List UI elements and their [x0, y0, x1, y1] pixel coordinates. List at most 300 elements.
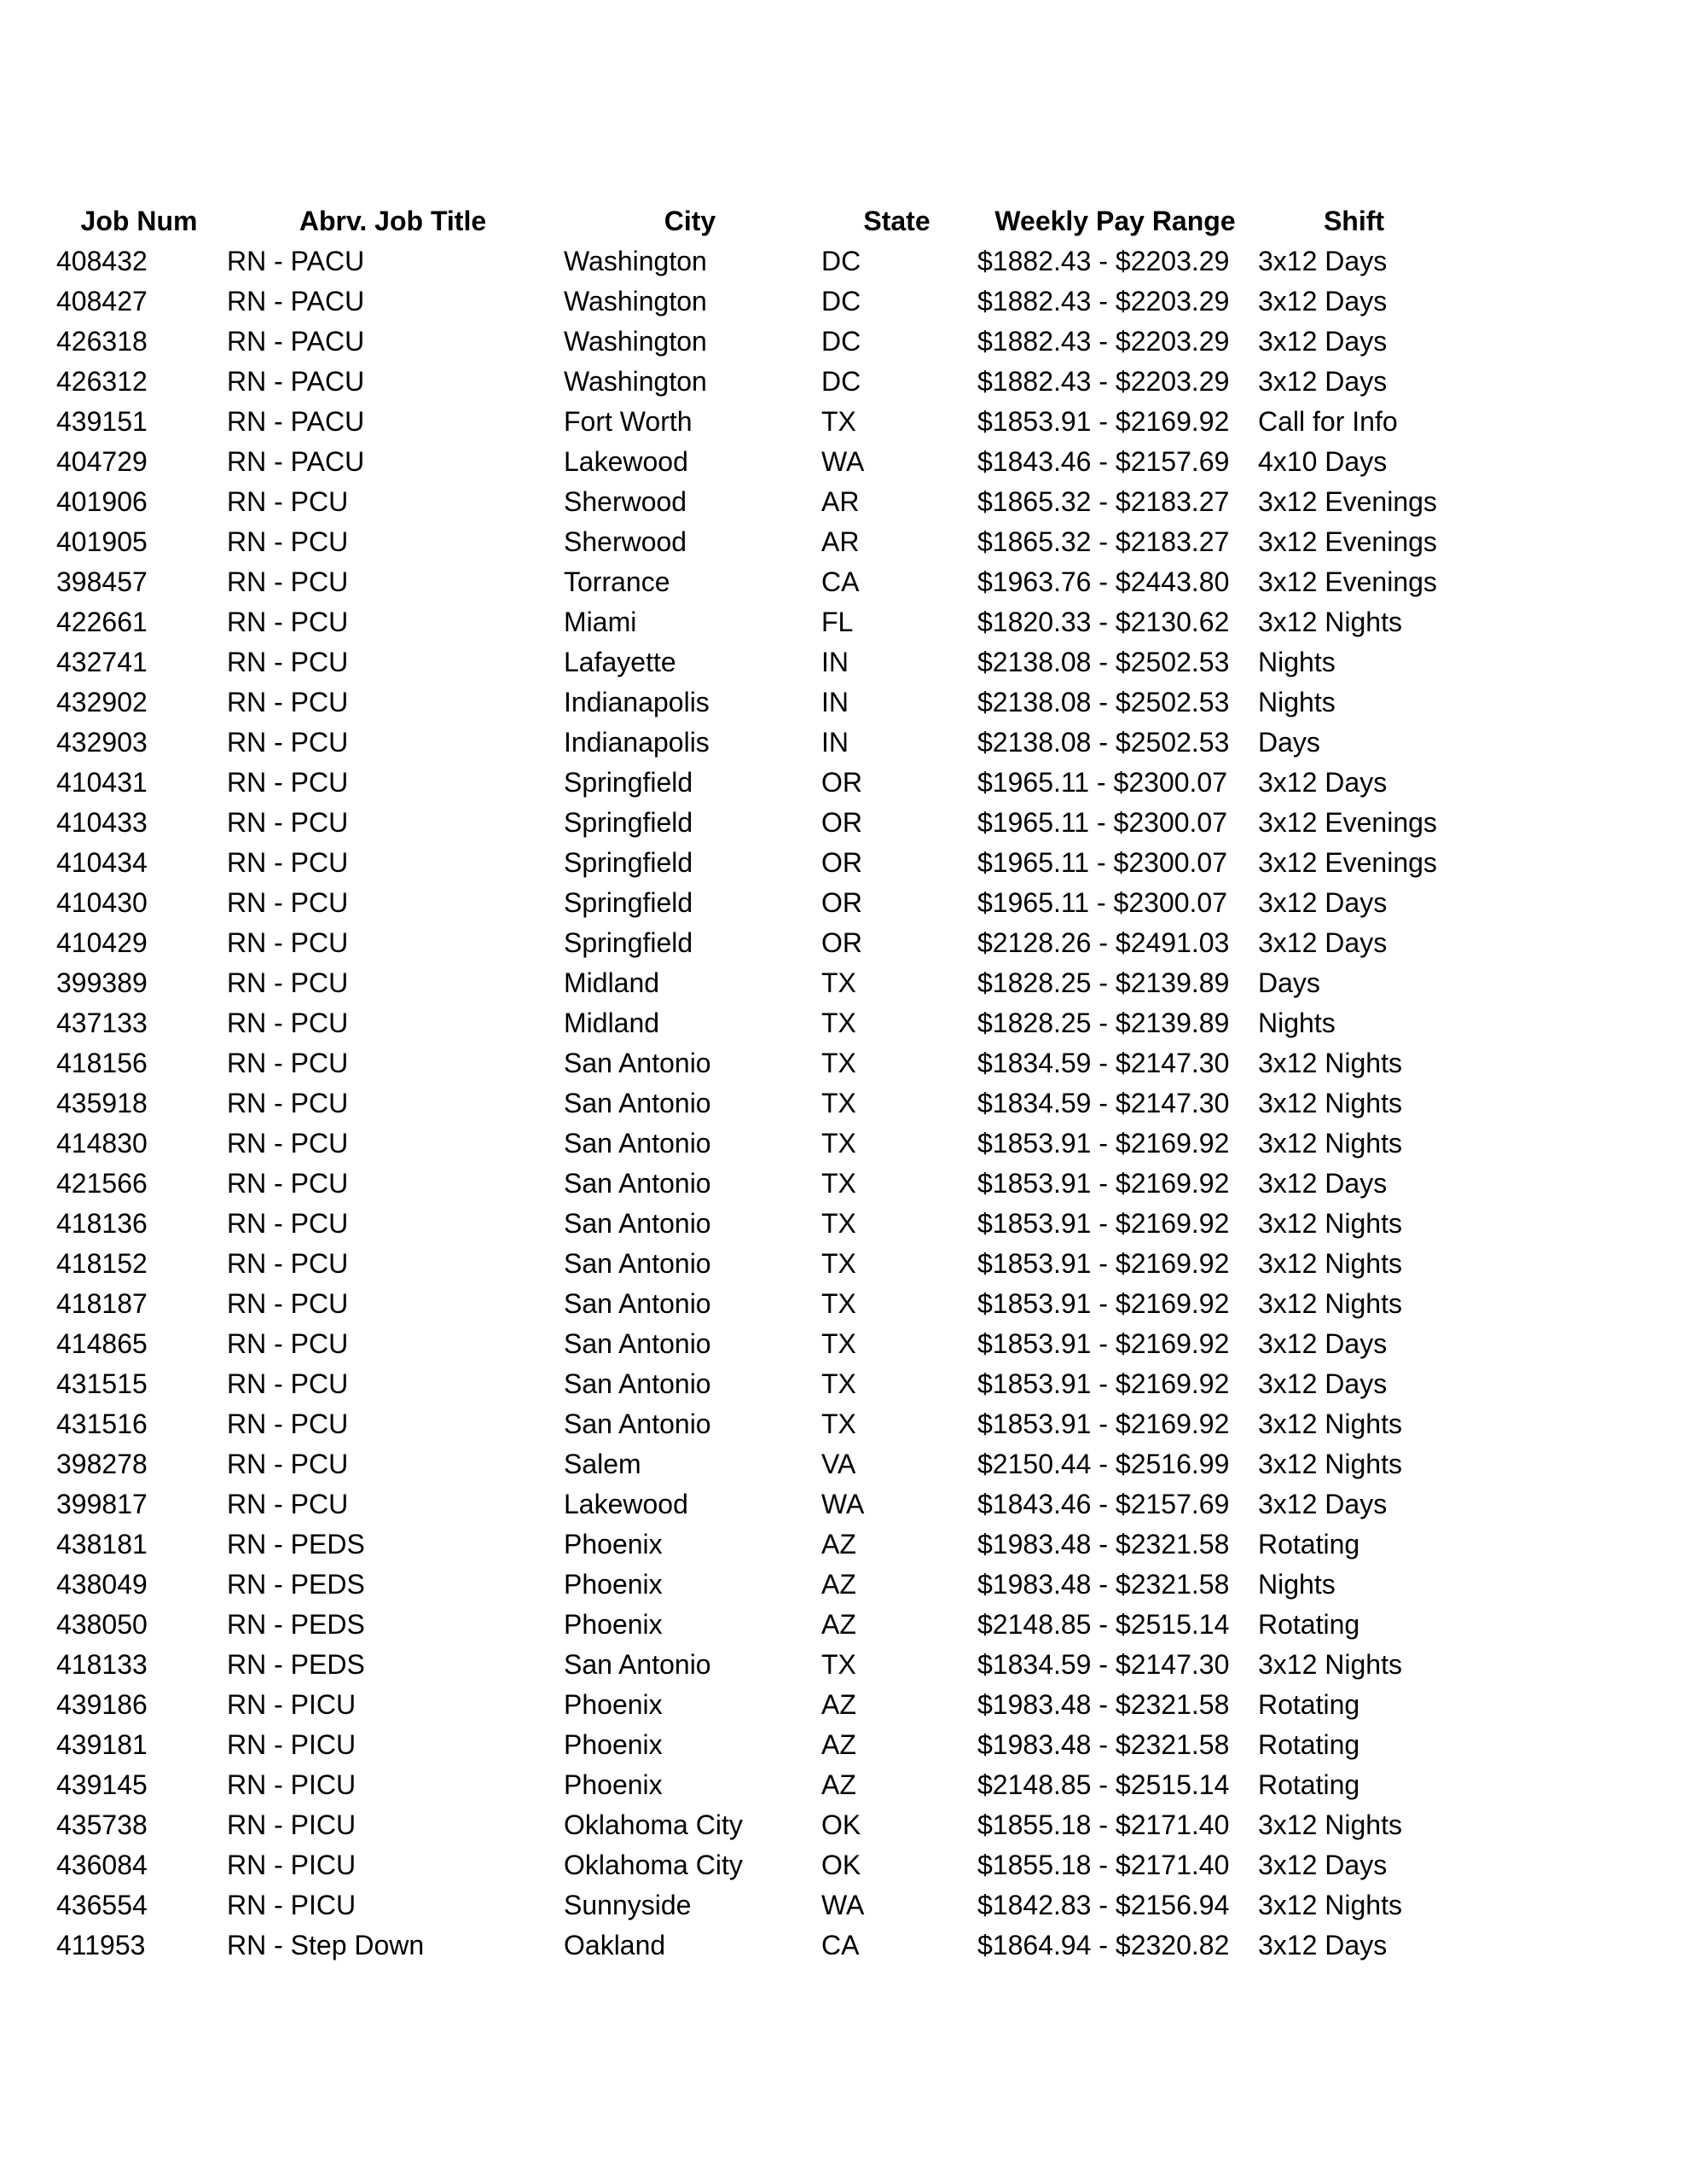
cell-job-title: RN - PCU — [227, 767, 349, 798]
cell-job-title: RN - PCU — [227, 1168, 349, 1199]
cell-state: TX — [821, 1048, 856, 1078]
cell-city: Sunnyside — [564, 1890, 692, 1920]
cell-pay-range: $1855.18 - $2171.40 — [977, 1850, 1230, 1880]
cell-job-num: 439145 — [56, 1769, 148, 1800]
cell-state: DC — [821, 326, 861, 357]
cell-shift: 3x12 Days — [1258, 887, 1388, 918]
table-row — [51, 723, 1450, 763]
cell-shift: Days — [1258, 727, 1320, 758]
cell-pay-range: $1965.11 - $2300.07 — [977, 807, 1227, 838]
cell-pay-range: $1864.94 - $2320.82 — [977, 1930, 1230, 1960]
cell-state: DC — [821, 366, 861, 397]
cell-city: Torrance — [564, 566, 670, 597]
cell-job-num: 401905 — [56, 526, 148, 557]
table-row — [51, 1484, 1450, 1525]
table-row — [51, 963, 1450, 1003]
cell-state: AZ — [821, 1609, 856, 1640]
header-shift: Shift — [1323, 206, 1385, 236]
header-weekly-pay-range: Weekly Pay Range — [994, 206, 1236, 236]
cell-job-title: RN - PICU — [227, 1809, 357, 1840]
cell-pay-range: $1853.91 - $2169.92 — [977, 1368, 1230, 1399]
cell-city: San Antonio — [564, 1168, 711, 1199]
cell-job-num: 426312 — [56, 366, 148, 397]
cell-pay-range: $1853.91 - $2169.92 — [977, 1168, 1230, 1199]
cell-job-title: RN - PICU — [227, 1769, 357, 1800]
header-row — [51, 201, 1450, 241]
table-row — [51, 482, 1450, 522]
table-row — [51, 1204, 1450, 1244]
cell-shift: 3x12 Evenings — [1258, 526, 1437, 557]
cell-city: San Antonio — [564, 1128, 711, 1159]
cell-shift: 4x10 Days — [1258, 446, 1388, 477]
cell-shift: 3x12 Nights — [1258, 1208, 1402, 1239]
table-row — [51, 883, 1450, 923]
cell-pay-range: $2148.85 - $2515.14 — [977, 1609, 1230, 1640]
cell-job-title: RN - Step Down — [227, 1930, 425, 1960]
cell-city: Phoenix — [564, 1609, 663, 1640]
cell-job-title: RN - PACU — [227, 406, 365, 437]
table-row — [51, 1324, 1450, 1364]
table-row — [51, 362, 1450, 402]
cell-job-title: RN - PCU — [227, 1088, 349, 1118]
cell-city: Phoenix — [564, 1689, 663, 1720]
cell-job-num: 410433 — [56, 807, 148, 838]
cell-job-num: 422661 — [56, 607, 148, 637]
cell-state: TX — [821, 1168, 856, 1199]
cell-city: Oklahoma City — [564, 1850, 743, 1880]
cell-state: OR — [821, 767, 862, 798]
table-row — [51, 322, 1450, 362]
cell-job-num: 410430 — [56, 887, 148, 918]
cell-pay-range: $1882.43 - $2203.29 — [977, 286, 1230, 317]
cell-job-num: 404729 — [56, 446, 148, 477]
cell-job-num: 418152 — [56, 1248, 148, 1279]
cell-pay-range: $2138.08 - $2502.53 — [977, 687, 1230, 717]
cell-pay-range: $1865.32 - $2183.27 — [977, 486, 1230, 517]
table-row — [51, 602, 1450, 642]
cell-job-num: 411953 — [56, 1930, 146, 1960]
cell-job-title: RN - PCU — [227, 1048, 349, 1078]
cell-shift: 3x12 Nights — [1258, 1248, 1402, 1279]
table-row — [51, 522, 1450, 562]
cell-city: San Antonio — [564, 1088, 711, 1118]
cell-shift: 3x12 Evenings — [1258, 486, 1437, 517]
cell-pay-range: $1843.46 - $2157.69 — [977, 1489, 1230, 1519]
table-row — [51, 562, 1450, 602]
cell-city: San Antonio — [564, 1328, 711, 1359]
cell-job-num: 418133 — [56, 1649, 148, 1680]
cell-shift: 3x12 Nights — [1258, 1449, 1402, 1479]
cell-state: AZ — [821, 1729, 856, 1760]
cell-city: Sherwood — [564, 486, 687, 517]
cell-city: Phoenix — [564, 1729, 663, 1760]
cell-pay-range: $1983.48 - $2321.58 — [977, 1529, 1230, 1560]
cell-job-title: RN - PEDS — [227, 1529, 365, 1560]
cell-job-num: 399389 — [56, 967, 148, 998]
cell-job-title: RN - PICU — [227, 1850, 357, 1880]
cell-job-title: RN - PICU — [227, 1689, 357, 1720]
cell-shift: 3x12 Nights — [1258, 1088, 1402, 1118]
header-state: State — [863, 206, 930, 236]
cell-state: OK — [821, 1809, 861, 1840]
cell-pay-range: $2148.85 - $2515.14 — [977, 1769, 1230, 1800]
cell-city: Springfield — [564, 887, 693, 918]
table-row — [51, 803, 1450, 843]
cell-shift: Call for Info — [1258, 406, 1398, 437]
cell-state: AZ — [821, 1769, 856, 1800]
cell-state: IN — [821, 727, 849, 758]
cell-shift: Rotating — [1258, 1729, 1360, 1760]
table-row — [51, 241, 1450, 282]
cell-job-title: RN - PCU — [227, 1208, 349, 1239]
cell-city: Oakland — [564, 1930, 666, 1960]
cell-pay-range: $2138.08 - $2502.53 — [977, 727, 1230, 758]
cell-state: WA — [821, 446, 865, 477]
cell-state: OR — [821, 847, 862, 878]
cell-job-title: RN - PEDS — [227, 1569, 365, 1600]
cell-pay-range: $1853.91 - $2169.92 — [977, 1248, 1230, 1279]
cell-city: San Antonio — [564, 1048, 711, 1078]
cell-city: Washington — [564, 246, 707, 276]
cell-city: Indianapolis — [564, 687, 710, 717]
cell-job-num: 432741 — [56, 647, 148, 677]
cell-state: AR — [821, 486, 860, 517]
cell-pay-range: $1853.91 - $2169.92 — [977, 1128, 1230, 1159]
table-row — [51, 442, 1450, 482]
table-row — [51, 1765, 1450, 1805]
cell-pay-range: $1828.25 - $2139.89 — [977, 1008, 1230, 1038]
table-row — [51, 1083, 1450, 1124]
cell-shift: Rotating — [1258, 1529, 1360, 1560]
cell-shift: 3x12 Nights — [1258, 607, 1402, 637]
cell-pay-range: $1865.32 - $2183.27 — [977, 526, 1230, 557]
cell-city: Midland — [564, 1008, 660, 1038]
cell-job-title: RN - PCU — [227, 687, 349, 717]
cell-job-title: RN - PEDS — [227, 1609, 365, 1640]
cell-state: TX — [821, 1649, 856, 1680]
cell-city: Springfield — [564, 767, 693, 798]
cell-city: Indianapolis — [564, 727, 710, 758]
cell-state: TX — [821, 967, 856, 998]
cell-state: TX — [821, 1368, 856, 1399]
cell-pay-range: $1820.33 - $2130.62 — [977, 607, 1230, 637]
cell-city: Phoenix — [564, 1769, 663, 1800]
cell-shift: 3x12 Evenings — [1258, 847, 1437, 878]
cell-city: Springfield — [564, 927, 693, 958]
cell-shift: 3x12 Days — [1258, 246, 1388, 276]
cell-shift: Rotating — [1258, 1769, 1360, 1800]
cell-state: OK — [821, 1850, 861, 1880]
table-row — [51, 1444, 1450, 1484]
cell-city: Washington — [564, 326, 707, 357]
cell-job-num: 399817 — [56, 1489, 148, 1519]
cell-shift: 3x12 Days — [1258, 1930, 1388, 1960]
cell-pay-range: $1853.91 - $2169.92 — [977, 1208, 1230, 1239]
cell-job-num: 435738 — [56, 1809, 148, 1840]
cell-pay-range: $1882.43 - $2203.29 — [977, 246, 1230, 276]
cell-job-title: RN - PCU — [227, 847, 349, 878]
cell-job-num: 431515 — [56, 1368, 148, 1399]
cell-shift: 3x12 Days — [1258, 286, 1388, 317]
cell-job-num: 431516 — [56, 1409, 148, 1439]
cell-state: TX — [821, 1128, 856, 1159]
cell-state: IN — [821, 687, 849, 717]
cell-city: Sherwood — [564, 526, 687, 557]
cell-job-num: 436084 — [56, 1850, 148, 1880]
cell-shift: 3x12 Evenings — [1258, 566, 1437, 597]
cell-city: Phoenix — [564, 1529, 663, 1560]
cell-state: CA — [821, 566, 860, 597]
cell-shift: 3x12 Nights — [1258, 1649, 1402, 1680]
cell-job-title: RN - PCU — [227, 1248, 349, 1279]
cell-job-num: 408432 — [56, 246, 148, 276]
cell-job-num: 435918 — [56, 1088, 148, 1118]
cell-city: Oklahoma City — [564, 1809, 743, 1840]
cell-city: Lakewood — [564, 446, 688, 477]
cell-job-title: RN - PCU — [227, 1328, 349, 1359]
cell-job-title: RN - PACU — [227, 286, 365, 317]
cell-shift: Nights — [1258, 1569, 1336, 1600]
cell-state: OR — [821, 927, 862, 958]
cell-job-title: RN - PEDS — [227, 1649, 365, 1680]
cell-shift: 3x12 Days — [1258, 1368, 1388, 1399]
cell-job-title: RN - PCU — [227, 887, 349, 918]
cell-pay-range: $1853.91 - $2169.92 — [977, 406, 1230, 437]
cell-city: San Antonio — [564, 1208, 711, 1239]
cell-job-num: 432903 — [56, 727, 148, 758]
cell-job-title: RN - PCU — [227, 1449, 349, 1479]
cell-job-num: 436554 — [56, 1890, 148, 1920]
table-row — [51, 843, 1450, 883]
cell-job-title: RN - PICU — [227, 1729, 357, 1760]
table-row — [51, 763, 1450, 803]
table-row — [51, 1645, 1450, 1685]
cell-pay-range: $1834.59 - $2147.30 — [977, 1649, 1230, 1680]
cell-city: Lakewood — [564, 1489, 688, 1519]
cell-state: WA — [821, 1489, 865, 1519]
cell-shift: 3x12 Nights — [1258, 1809, 1402, 1840]
table-row — [51, 402, 1450, 442]
cell-city: San Antonio — [564, 1409, 711, 1439]
table-row — [51, 1926, 1450, 1966]
cell-job-title: RN - PACU — [227, 326, 365, 357]
cell-pay-range: $1882.43 - $2203.29 — [977, 326, 1230, 357]
cell-pay-range: $1834.59 - $2147.30 — [977, 1088, 1230, 1118]
cell-shift: 3x12 Days — [1258, 366, 1388, 397]
cell-state: TX — [821, 1208, 856, 1239]
cell-state: AZ — [821, 1529, 856, 1560]
table-row — [51, 1845, 1450, 1885]
cell-shift: 3x12 Days — [1258, 1850, 1388, 1880]
cell-city: Midland — [564, 967, 660, 998]
table-row — [51, 642, 1450, 682]
cell-state: TX — [821, 1248, 856, 1279]
cell-city: San Antonio — [564, 1649, 711, 1680]
cell-job-num: 439181 — [56, 1729, 148, 1760]
cell-job-num: 438049 — [56, 1569, 148, 1600]
cell-state: TX — [821, 1409, 856, 1439]
cell-pay-range: $2128.26 - $2491.03 — [977, 927, 1230, 958]
cell-state: AZ — [821, 1689, 856, 1720]
table-row — [51, 1885, 1450, 1926]
cell-shift: Rotating — [1258, 1689, 1360, 1720]
cell-pay-range: $1983.48 - $2321.58 — [977, 1729, 1230, 1760]
cell-job-num: 437133 — [56, 1008, 148, 1038]
cell-shift: 3x12 Nights — [1258, 1048, 1402, 1078]
cell-job-num: 439151 — [56, 406, 148, 437]
cell-job-num: 426318 — [56, 326, 148, 357]
cell-pay-range: $1828.25 - $2139.89 — [977, 967, 1230, 998]
cell-shift: 3x12 Days — [1258, 326, 1388, 357]
cell-job-title: RN - PICU — [227, 1890, 357, 1920]
table-row — [51, 1725, 1450, 1765]
header-job-num: Job Num — [80, 206, 198, 236]
table-row — [51, 1404, 1450, 1444]
cell-city: San Antonio — [564, 1248, 711, 1279]
cell-state: DC — [821, 286, 861, 317]
cell-pay-range: $1853.91 - $2169.92 — [977, 1288, 1230, 1319]
cell-state: FL — [821, 607, 854, 637]
cell-state: AZ — [821, 1569, 856, 1600]
cell-shift: Rotating — [1258, 1609, 1360, 1640]
cell-pay-range: $1853.91 - $2169.92 — [977, 1328, 1230, 1359]
cell-pay-range: $2138.08 - $2502.53 — [977, 647, 1230, 677]
cell-shift: Days — [1258, 967, 1320, 998]
cell-job-title: RN - PACU — [227, 246, 365, 276]
cell-job-title: RN - PCU — [227, 807, 349, 838]
cell-state: OR — [821, 807, 862, 838]
cell-state: AR — [821, 526, 860, 557]
cell-job-title: RN - PCU — [227, 526, 349, 557]
cell-state: TX — [821, 1088, 856, 1118]
cell-city: Salem — [564, 1449, 641, 1479]
cell-state: TX — [821, 1008, 856, 1038]
cell-pay-range: $1965.11 - $2300.07 — [977, 887, 1227, 918]
table-row — [51, 1565, 1450, 1605]
cell-job-num: 432902 — [56, 687, 148, 717]
cell-city: Lafayette — [564, 647, 676, 677]
cell-pay-range: $2150.44 - $2516.99 — [977, 1449, 1230, 1479]
cell-state: TX — [821, 1288, 856, 1319]
table-row — [51, 1805, 1450, 1845]
cell-job-title: RN - PCU — [227, 566, 349, 597]
cell-job-num: 408427 — [56, 286, 148, 317]
cell-shift: Nights — [1258, 1008, 1336, 1038]
cell-pay-range: $1853.91 - $2169.92 — [977, 1409, 1230, 1439]
table-row — [51, 1124, 1450, 1164]
table-row — [51, 1003, 1450, 1043]
cell-shift: Nights — [1258, 647, 1336, 677]
cell-pay-range: $1842.83 - $2156.94 — [977, 1890, 1230, 1920]
cell-job-num: 414865 — [56, 1328, 148, 1359]
cell-pay-range: $1963.76 - $2443.80 — [977, 566, 1230, 597]
cell-pay-range: $1965.11 - $2300.07 — [977, 847, 1227, 878]
table-row — [51, 1244, 1450, 1284]
cell-job-title: RN - PACU — [227, 366, 365, 397]
cell-shift: 3x12 Days — [1258, 1489, 1388, 1519]
cell-job-num: 414830 — [56, 1128, 148, 1159]
cell-shift: 3x12 Days — [1258, 767, 1388, 798]
cell-pay-range: $1834.59 - $2147.30 — [977, 1048, 1230, 1078]
cell-city: Miami — [564, 607, 637, 637]
table-row — [51, 1364, 1450, 1404]
cell-pay-range: $1965.11 - $2300.07 — [977, 767, 1227, 798]
cell-job-num: 418156 — [56, 1048, 148, 1078]
cell-job-title: RN - PCU — [227, 486, 349, 517]
cell-job-num: 421566 — [56, 1168, 148, 1199]
cell-city: Washington — [564, 286, 707, 317]
cell-job-num: 438181 — [56, 1529, 148, 1560]
table-row — [51, 1164, 1450, 1204]
cell-job-title: RN - PCU — [227, 1128, 349, 1159]
cell-shift: 3x12 Nights — [1258, 1409, 1402, 1439]
cell-job-title: RN - PCU — [227, 1008, 349, 1038]
cell-job-title: RN - PCU — [227, 1409, 349, 1439]
table-row — [51, 923, 1450, 963]
cell-job-title: RN - PCU — [227, 1288, 349, 1319]
cell-city: Springfield — [564, 847, 693, 878]
cell-job-title: RN - PCU — [227, 727, 349, 758]
cell-job-num: 410429 — [56, 927, 148, 958]
cell-job-num: 410431 — [56, 767, 148, 798]
cell-job-title: RN - PCU — [227, 927, 349, 958]
cell-job-num: 418136 — [56, 1208, 148, 1239]
cell-shift: Nights — [1258, 687, 1336, 717]
cell-state: DC — [821, 246, 861, 276]
cell-city: San Antonio — [564, 1368, 711, 1399]
header-job-title: Abrv. Job Title — [299, 206, 487, 236]
cell-state: TX — [821, 1328, 856, 1359]
job-table — [51, 201, 1450, 1966]
cell-shift: 3x12 Days — [1258, 1328, 1388, 1359]
table-row — [51, 682, 1450, 723]
cell-city: Phoenix — [564, 1569, 663, 1600]
cell-job-title: RN - PCU — [227, 607, 349, 637]
cell-pay-range: $1882.43 - $2203.29 — [977, 366, 1230, 397]
cell-city: Fort Worth — [564, 406, 693, 437]
cell-city: San Antonio — [564, 1288, 711, 1319]
cell-pay-range: $1855.18 - $2171.40 — [977, 1809, 1230, 1840]
cell-shift: 3x12 Days — [1258, 927, 1388, 958]
cell-shift: 3x12 Days — [1258, 1168, 1388, 1199]
table-row — [51, 282, 1450, 322]
cell-job-title: RN - PCU — [227, 1489, 349, 1519]
cell-shift: 3x12 Nights — [1258, 1288, 1402, 1319]
cell-state: IN — [821, 647, 849, 677]
cell-state: VA — [821, 1449, 856, 1479]
cell-state: CA — [821, 1930, 860, 1960]
cell-job-title: RN - PCU — [227, 967, 349, 998]
cell-city: Washington — [564, 366, 707, 397]
table-row — [51, 1525, 1450, 1565]
table-row — [51, 1685, 1450, 1725]
header-city: City — [664, 206, 716, 236]
cell-pay-range: $1983.48 - $2321.58 — [977, 1689, 1230, 1720]
cell-job-num: 439186 — [56, 1689, 148, 1720]
cell-state: WA — [821, 1890, 865, 1920]
cell-job-num: 438050 — [56, 1609, 148, 1640]
cell-state: TX — [821, 406, 856, 437]
cell-city: Springfield — [564, 807, 693, 838]
cell-job-title: RN - PCU — [227, 647, 349, 677]
cell-job-num: 401906 — [56, 486, 148, 517]
table-row — [51, 1043, 1450, 1083]
table-row — [51, 1605, 1450, 1645]
cell-job-num: 398278 — [56, 1449, 148, 1479]
cell-state: OR — [821, 887, 862, 918]
job-rows — [51, 241, 1450, 1966]
cell-job-num: 398457 — [56, 566, 148, 597]
